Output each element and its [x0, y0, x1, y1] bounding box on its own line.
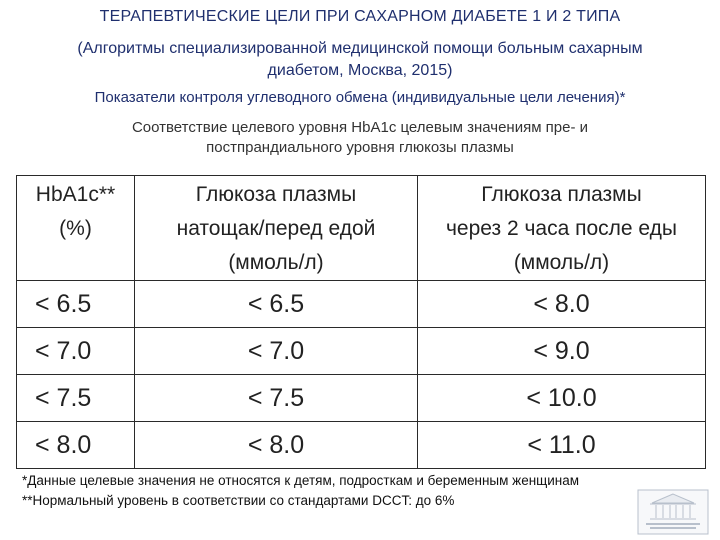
targets-table — [16, 175, 706, 469]
header-hba1c — [17, 176, 135, 281]
header-fasting-line-2: натощак/перед едой — [176, 217, 376, 240]
header-postprandial-line-3: (ммоль/л) — [513, 251, 610, 274]
cell-postprandial: < 8.0 — [418, 281, 706, 328]
institution-logo — [636, 488, 710, 536]
header-fasting-line-1: Глюкоза плазмы — [195, 183, 357, 206]
subtitle — [40, 38, 680, 82]
footnote-1: *Данные целевые значения не относятся к детям, подросткам и беременным женщинам — [22, 473, 580, 488]
table-caption-line-1: Соответствие целевого уровня HbA1c целевым значениям пре- и — [131, 119, 589, 136]
cell-postprandial: < 10.0 — [418, 375, 706, 422]
subtitle-line-2: диабетом, Москва, 2015) — [267, 62, 453, 79]
table-row — [17, 328, 706, 375]
header-hba1c-line-1: HbA1c** — [35, 183, 116, 206]
table-row — [17, 281, 706, 328]
cell-fasting: < 8.0 — [135, 422, 418, 469]
table-caption — [60, 118, 660, 158]
cell-postprandial: < 9.0 — [418, 328, 706, 375]
cell-fasting: < 7.0 — [135, 328, 418, 375]
cell-hba1c: < 7.0 — [17, 328, 135, 375]
table-caption-line-2: постпрандиального уровня глюкозы плазмы — [206, 139, 514, 156]
header-hba1c-line-2: (%) — [59, 217, 92, 240]
cell-hba1c: < 6.5 — [17, 281, 135, 328]
header-postprandial-glucose — [418, 176, 706, 281]
cell-fasting: < 6.5 — [135, 281, 418, 328]
cell-postprandial: < 11.0 — [418, 422, 706, 469]
header-fasting-line-3: (ммоль/л) — [228, 251, 324, 274]
footnote-2: **Нормальный уровень в соответствии со стандартами DCCT: до 6% — [22, 493, 455, 508]
table-header-row — [17, 176, 706, 281]
cell-fasting: < 7.5 — [135, 375, 418, 422]
table-row — [17, 375, 706, 422]
header-fasting-glucose — [135, 176, 418, 281]
page-title: ТЕРАПЕВТИЧЕСКИЕ ЦЕЛИ ПРИ САХАРНОМ ДИАБЕТЕ 1 И 2 ТИПА — [99, 8, 621, 25]
cell-hba1c: < 7.5 — [17, 375, 135, 422]
table-row — [17, 422, 706, 469]
cell-hba1c: < 8.0 — [17, 422, 135, 469]
header-postprandial-line-1: Глюкоза плазмы — [481, 183, 642, 206]
subtitle-line-1: (Алгоритмы специализированной медицинской помощи больным сахарным — [77, 40, 643, 57]
targets-table-container — [16, 175, 705, 469]
section-heading: Показатели контроля углеводного обмена (индивидуальные цели лечения)* — [94, 89, 626, 106]
header-postprandial-line-2: через 2 часа после еды — [445, 217, 677, 240]
